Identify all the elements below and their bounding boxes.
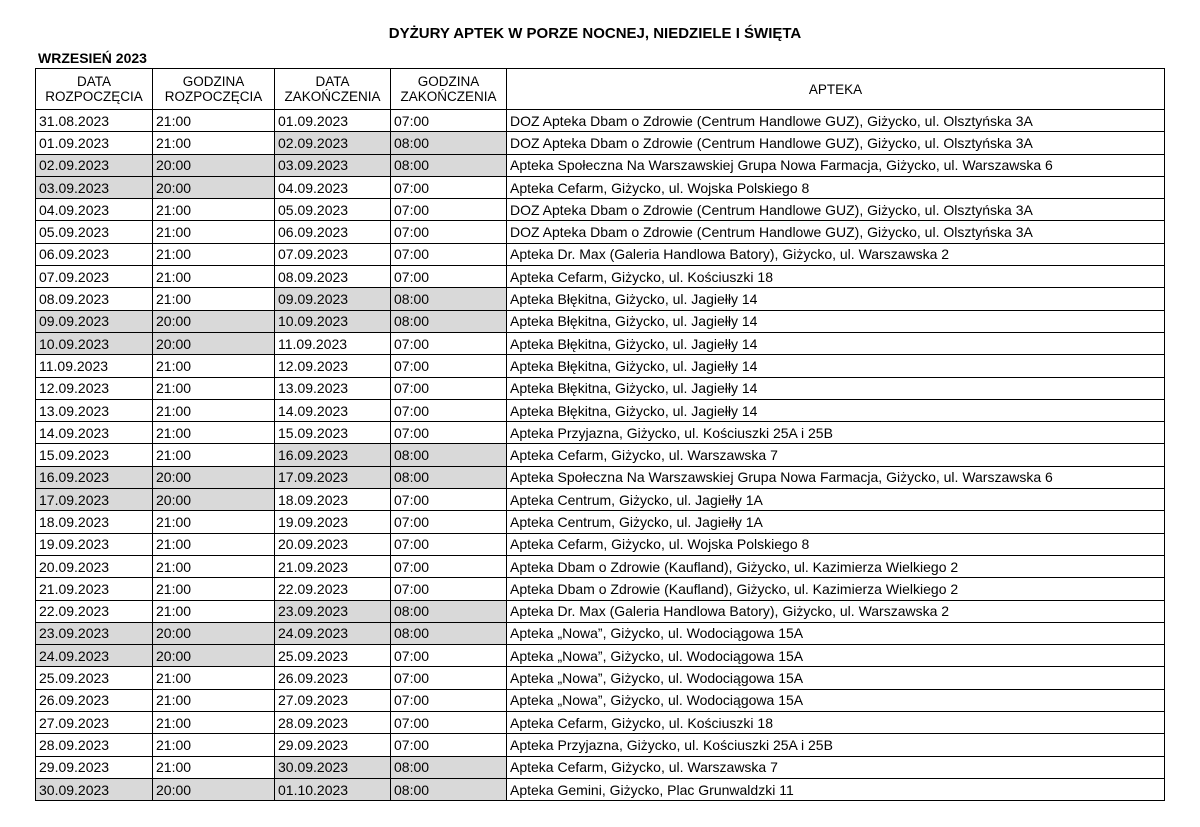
table-row (36, 199, 1165, 221)
end-time-cell: 07:00 (391, 266, 507, 288)
table-row (36, 288, 1165, 310)
start-date-cell: 17.09.2023 (36, 489, 153, 511)
end-date-cell: 10.09.2023 (275, 310, 391, 332)
start-time-cell: 21:00 (153, 399, 275, 421)
pharmacy-cell: Apteka Przyjazna, Giżycko, ul. Kościuszki 25A i 25B (507, 422, 1165, 444)
end-date-cell: 24.09.2023 (275, 622, 391, 644)
end-date-cell: 17.09.2023 (275, 466, 391, 488)
end-date-cell: 08.09.2023 (275, 266, 391, 288)
start-date-cell: 31.08.2023 (36, 110, 153, 132)
end-date-cell: 09.09.2023 (275, 288, 391, 310)
pharmacy-cell: Apteka Błękitna, Giżycko, ul. Jagiełły 14 (507, 288, 1165, 310)
table-row (36, 778, 1165, 800)
end-time-cell: 07:00 (391, 511, 507, 533)
start-time-cell: 21:00 (153, 422, 275, 444)
pharmacy-cell: Apteka Cefarm, Giżycko, ul. Warszawska 7 (507, 756, 1165, 778)
start-time-cell: 21:00 (153, 600, 275, 622)
end-date-cell: 06.09.2023 (275, 221, 391, 243)
end-date-cell: 04.09.2023 (275, 176, 391, 198)
end-date-cell: 16.09.2023 (275, 444, 391, 466)
end-date-cell: 14.09.2023 (275, 399, 391, 421)
table-row (36, 243, 1165, 265)
end-date-cell: 07.09.2023 (275, 243, 391, 265)
start-date-cell: 04.09.2023 (36, 199, 153, 221)
start-date-cell: 13.09.2023 (36, 399, 153, 421)
start-date-cell: 27.09.2023 (36, 712, 153, 734)
start-date-cell: 06.09.2023 (36, 243, 153, 265)
table-row (36, 176, 1165, 198)
pharmacy-cell: Apteka Błękitna, Giżycko, ul. Jagiełły 14 (507, 377, 1165, 399)
table-row (36, 399, 1165, 421)
end-date-cell: 13.09.2023 (275, 377, 391, 399)
pharmacy-cell: Apteka Cefarm, Giżycko, ul. Warszawska 7 (507, 444, 1165, 466)
start-date-cell: 12.09.2023 (36, 377, 153, 399)
pharmacy-cell: DOZ Apteka Dbam o Zdrowie (Centrum Handlowe GUZ), Giżycko, ul. Olsztyńska 3A (507, 199, 1165, 221)
start-time-cell: 20:00 (153, 466, 275, 488)
document-title: DYŻURY APTEK W PORZE NOCNEJ, NIEDZIELE I ŚWIĘTA (388, 25, 802, 42)
start-date-cell: 03.09.2023 (36, 176, 153, 198)
start-time-cell: 21:00 (153, 667, 275, 689)
table-row (36, 110, 1165, 132)
start-date-cell: 23.09.2023 (36, 622, 153, 644)
end-date-cell: 29.09.2023 (275, 734, 391, 756)
table-row (36, 422, 1165, 444)
start-time-cell: 21:00 (153, 243, 275, 265)
end-time-cell: 07:00 (391, 377, 507, 399)
pharmacy-cell: Apteka Społeczna Na Warszawskiej Grupa Nowa Farmacja, Giżycko, ul. Warszawska 6 (507, 154, 1165, 176)
pharmacy-duty-table (35, 68, 1165, 801)
pharmacy-cell: Apteka Dr. Max (Galeria Handlowa Batory), Giżycko, ul. Warszawska 2 (507, 600, 1165, 622)
end-date-cell: 25.09.2023 (275, 645, 391, 667)
start-date-cell: 07.09.2023 (36, 266, 153, 288)
start-time-cell: 20:00 (153, 645, 275, 667)
end-time-cell: 07:00 (391, 243, 507, 265)
pharmacy-cell: Apteka Błękitna, Giżycko, ul. Jagiełły 14 (507, 355, 1165, 377)
end-date-cell: 26.09.2023 (275, 667, 391, 689)
start-date-cell: 26.09.2023 (36, 689, 153, 711)
end-time-cell: 07:00 (391, 667, 507, 689)
table-row (36, 734, 1165, 756)
end-date-cell: 02.09.2023 (275, 132, 391, 154)
end-date-cell: 28.09.2023 (275, 712, 391, 734)
table-row (36, 377, 1165, 399)
start-date-cell: 21.09.2023 (36, 578, 153, 600)
end-date-cell: 11.09.2023 (275, 332, 391, 354)
end-time-cell: 07:00 (391, 399, 507, 421)
column-header-end-date: DATA ZAKOŃCZENIA (275, 69, 391, 110)
end-time-cell: 07:00 (391, 734, 507, 756)
end-time-cell: 07:00 (391, 712, 507, 734)
pharmacy-cell: Apteka „Nowa”, Giżycko, ul. Wodociągowa 15A (507, 622, 1165, 644)
end-time-cell: 07:00 (391, 176, 507, 198)
start-date-cell: 08.09.2023 (36, 288, 153, 310)
end-time-cell: 07:00 (391, 422, 507, 444)
end-time-cell: 07:00 (391, 489, 507, 511)
start-time-cell: 21:00 (153, 132, 275, 154)
start-date-cell: 28.09.2023 (36, 734, 153, 756)
end-time-cell: 08:00 (391, 444, 507, 466)
pharmacy-cell: Apteka „Nowa”, Giżycko, ul. Wodociągowa 15A (507, 645, 1165, 667)
end-time-cell: 08:00 (391, 154, 507, 176)
start-time-cell: 21:00 (153, 199, 275, 221)
pharmacy-cell: Apteka Błękitna, Giżycko, ul. Jagiełły 14 (507, 332, 1165, 354)
start-date-cell: 20.09.2023 (36, 555, 153, 577)
end-time-cell: 08:00 (391, 600, 507, 622)
pharmacy-cell: Apteka „Nowa”, Giżycko, ul. Wodociągowa 15A (507, 689, 1165, 711)
end-time-cell: 07:00 (391, 555, 507, 577)
start-date-cell: 09.09.2023 (36, 310, 153, 332)
end-time-cell: 08:00 (391, 466, 507, 488)
table-row (36, 533, 1165, 555)
start-time-cell: 21:00 (153, 288, 275, 310)
column-header-pharmacy: APTEKA (507, 69, 1165, 110)
pharmacy-cell: Apteka „Nowa”, Giżycko, ul. Wodociągowa 15A (507, 667, 1165, 689)
column-header-start-time: GODZINA ROZPOCZĘCIA (153, 69, 275, 110)
end-time-cell: 08:00 (391, 132, 507, 154)
pharmacy-cell: DOZ Apteka Dbam o Zdrowie (Centrum Handlowe GUZ), Giżycko, ul. Olsztyńska 3A (507, 110, 1165, 132)
start-time-cell: 21:00 (153, 689, 275, 711)
end-time-cell: 07:00 (391, 199, 507, 221)
table-row (36, 154, 1165, 176)
start-time-cell: 21:00 (153, 511, 275, 533)
table-body (36, 110, 1165, 801)
end-time-cell: 07:00 (391, 332, 507, 354)
pharmacy-cell: DOZ Apteka Dbam o Zdrowie (Centrum Handlowe GUZ), Giżycko, ul. Olsztyńska 3A (507, 221, 1165, 243)
end-time-cell: 08:00 (391, 622, 507, 644)
pharmacy-cell: Apteka Cefarm, Giżycko, ul. Wojska Polskiego 8 (507, 176, 1165, 198)
month-label: WRZESIEŃ 2023 (38, 50, 147, 66)
table-row (36, 266, 1165, 288)
end-time-cell: 07:00 (391, 110, 507, 132)
start-date-cell: 10.09.2023 (36, 332, 153, 354)
pharmacy-cell: Apteka Przyjazna, Giżycko, ul. Kościuszki 25A i 25B (507, 734, 1165, 756)
column-header-end-time: GODZINA ZAKOŃCZENIA (391, 69, 507, 110)
start-time-cell: 20:00 (153, 489, 275, 511)
end-time-cell: 07:00 (391, 689, 507, 711)
end-time-cell: 07:00 (391, 578, 507, 600)
pharmacy-cell: Apteka Cefarm, Giżycko, ul. Kościuszki 18 (507, 266, 1165, 288)
start-time-cell: 21:00 (153, 266, 275, 288)
pharmacy-cell: Apteka Centrum, Giżycko, ul. Jagiełły 1A (507, 511, 1165, 533)
start-time-cell: 20:00 (153, 622, 275, 644)
start-date-cell: 11.09.2023 (36, 355, 153, 377)
table-row (36, 489, 1165, 511)
end-date-cell: 27.09.2023 (275, 689, 391, 711)
pharmacy-cell: Apteka Błękitna, Giżycko, ul. Jagiełły 14 (507, 399, 1165, 421)
pharmacy-cell: Apteka Cefarm, Giżycko, ul. Wojska Polskiego 8 (507, 533, 1165, 555)
start-time-cell: 20:00 (153, 778, 275, 800)
start-time-cell: 21:00 (153, 110, 275, 132)
start-date-cell: 05.09.2023 (36, 221, 153, 243)
end-date-cell: 22.09.2023 (275, 578, 391, 600)
start-time-cell: 20:00 (153, 154, 275, 176)
table-row (36, 332, 1165, 354)
table-row (36, 355, 1165, 377)
start-date-cell: 01.09.2023 (36, 132, 153, 154)
pharmacy-cell: Apteka Cefarm, Giżycko, ul. Kościuszki 18 (507, 712, 1165, 734)
end-date-cell: 20.09.2023 (275, 533, 391, 555)
table-row (36, 756, 1165, 778)
start-date-cell: 30.09.2023 (36, 778, 153, 800)
start-time-cell: 21:00 (153, 377, 275, 399)
pharmacy-cell: Apteka Dbam o Zdrowie (Kaufland), Giżycko, ul. Kazimierza Wielkiego 2 (507, 578, 1165, 600)
start-time-cell: 21:00 (153, 555, 275, 577)
table-row (36, 689, 1165, 711)
end-time-cell: 07:00 (391, 645, 507, 667)
table-row (36, 600, 1165, 622)
pharmacy-cell: Apteka Dr. Max (Galeria Handlowa Batory), Giżycko, ul. Warszawska 2 (507, 243, 1165, 265)
start-date-cell: 16.09.2023 (36, 466, 153, 488)
start-time-cell: 21:00 (153, 533, 275, 555)
start-time-cell: 20:00 (153, 176, 275, 198)
pharmacy-cell: Apteka Centrum, Giżycko, ul. Jagiełły 1A (507, 489, 1165, 511)
end-date-cell: 12.09.2023 (275, 355, 391, 377)
start-time-cell: 21:00 (153, 734, 275, 756)
start-time-cell: 20:00 (153, 310, 275, 332)
start-date-cell: 19.09.2023 (36, 533, 153, 555)
end-date-cell: 23.09.2023 (275, 600, 391, 622)
table-row (36, 132, 1165, 154)
start-date-cell: 02.09.2023 (36, 154, 153, 176)
end-time-cell: 07:00 (391, 533, 507, 555)
table-row (36, 511, 1165, 533)
table-row (36, 578, 1165, 600)
start-time-cell: 21:00 (153, 221, 275, 243)
start-date-cell: 14.09.2023 (36, 422, 153, 444)
start-date-cell: 29.09.2023 (36, 756, 153, 778)
end-date-cell: 18.09.2023 (275, 489, 391, 511)
pharmacy-cell: Apteka Społeczna Na Warszawskiej Grupa Nowa Farmacja, Giżycko, ul. Warszawska 6 (507, 466, 1165, 488)
table-row (36, 712, 1165, 734)
table-row (36, 310, 1165, 332)
table-row (36, 622, 1165, 644)
end-date-cell: 15.09.2023 (275, 422, 391, 444)
end-date-cell: 01.10.2023 (275, 778, 391, 800)
start-date-cell: 24.09.2023 (36, 645, 153, 667)
table-row (36, 444, 1165, 466)
table-row (36, 221, 1165, 243)
pharmacy-cell: DOZ Apteka Dbam o Zdrowie (Centrum Handlowe GUZ), Giżycko, ul. Olsztyńska 3A (507, 132, 1165, 154)
pharmacy-cell: Apteka Błękitna, Giżycko, ul. Jagiełły 14 (507, 310, 1165, 332)
column-header-start-date: DATA ROZPOCZĘCIA (36, 69, 153, 110)
start-date-cell: 25.09.2023 (36, 667, 153, 689)
end-time-cell: 08:00 (391, 756, 507, 778)
table-header-row (36, 69, 1165, 110)
start-date-cell: 22.09.2023 (36, 600, 153, 622)
pharmacy-cell: Apteka Gemini, Giżycko, Plac Grunwaldzki 11 (507, 778, 1165, 800)
table-row (36, 555, 1165, 577)
end-time-cell: 07:00 (391, 221, 507, 243)
end-date-cell: 30.09.2023 (275, 756, 391, 778)
start-time-cell: 21:00 (153, 444, 275, 466)
start-time-cell: 21:00 (153, 578, 275, 600)
pharmacy-cell: Apteka Dbam o Zdrowie (Kaufland), Giżycko, ul. Kazimierza Wielkiego 2 (507, 555, 1165, 577)
start-time-cell: 21:00 (153, 355, 275, 377)
end-time-cell: 08:00 (391, 778, 507, 800)
end-date-cell: 21.09.2023 (275, 555, 391, 577)
end-date-cell: 05.09.2023 (275, 199, 391, 221)
start-date-cell: 18.09.2023 (36, 511, 153, 533)
table-row (36, 645, 1165, 667)
start-time-cell: 21:00 (153, 712, 275, 734)
table-row (36, 466, 1165, 488)
start-date-cell: 15.09.2023 (36, 444, 153, 466)
end-date-cell: 03.09.2023 (275, 154, 391, 176)
end-date-cell: 01.09.2023 (275, 110, 391, 132)
end-time-cell: 08:00 (391, 310, 507, 332)
table-row (36, 667, 1165, 689)
end-time-cell: 07:00 (391, 355, 507, 377)
end-date-cell: 19.09.2023 (275, 511, 391, 533)
start-time-cell: 21:00 (153, 756, 275, 778)
end-time-cell: 08:00 (391, 288, 507, 310)
start-time-cell: 20:00 (153, 332, 275, 354)
